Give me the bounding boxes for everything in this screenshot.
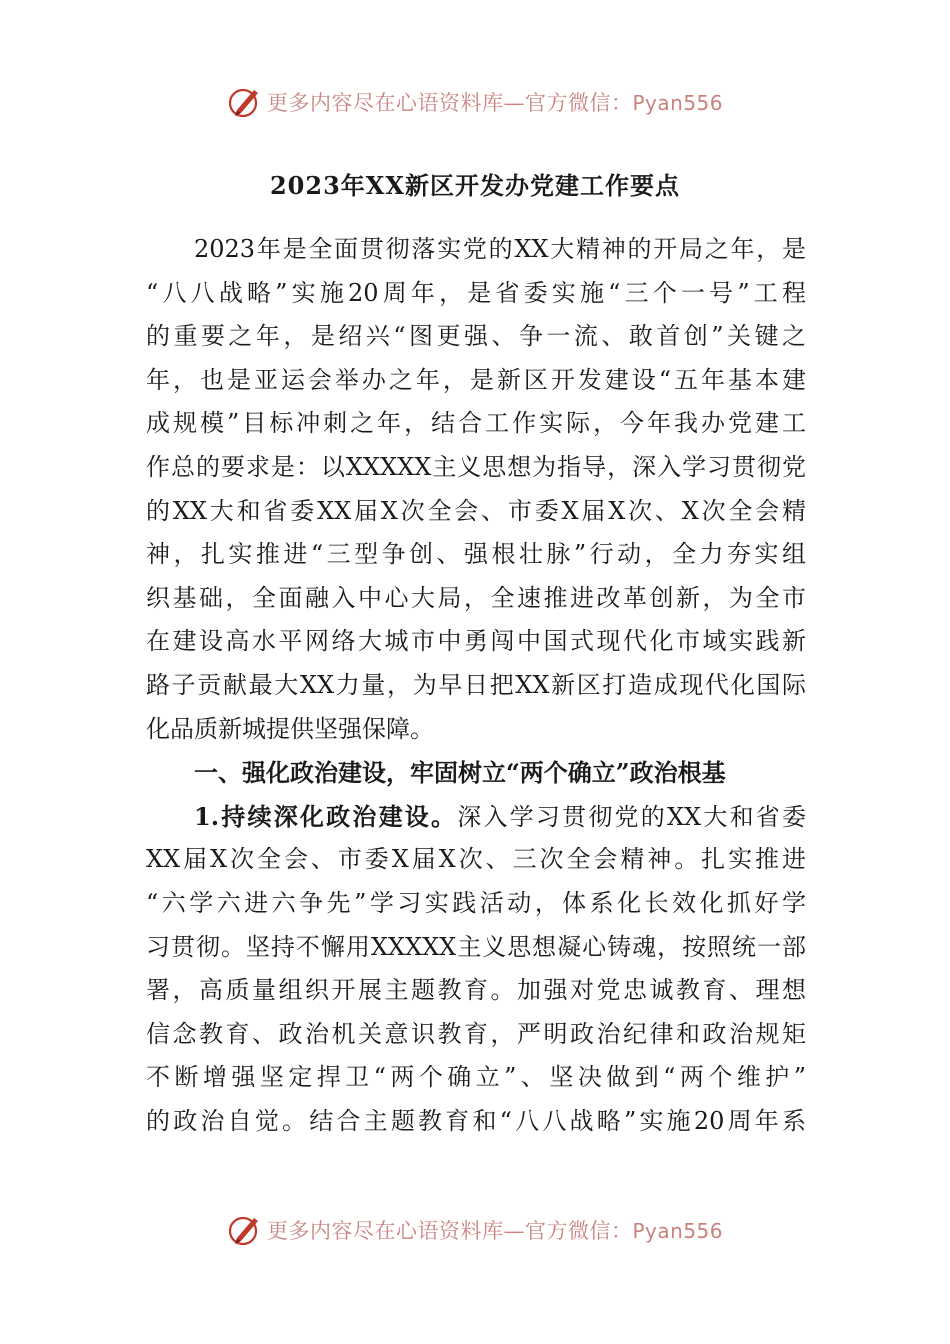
item-text: 深入学习贯彻党的XX大和省委 [457,802,806,831]
wechat-id: Pyan556 [632,91,723,115]
section-heading: 一、强化政治建设，牢固树立“两个确立”政治根基 [194,758,726,788]
text-line: 信念教育、政治机关意识教育，严明政治纪律和政治规矩 [146,1019,806,1048]
text-line: 习贯彻。坚持不懈用XXXXX主义思想凝心铸魂，按照统一部 [146,932,806,961]
text-line: 的重要之年，是绍兴“图更强、争一流、敢首创”关键之 [146,322,806,351]
text-line: 署，高质量组织开展主题教育。加强对党忠诚教育、理想 [146,976,806,1005]
text-line: 在建设高水平网络大城市中勇闯中国式现代化市域实践新 [146,627,806,656]
item-title: 1.持续深化政治建设。 [194,801,458,831]
banner-text: 更多内容尽在心语资料库—官方微信：Pyan556 [266,91,723,115]
footer-watermark-banner [0,1210,950,1250]
text-line: 化品质新城提供坚强保障。 [146,714,434,743]
text-line: 的XX大和省委XX届X次全会、市委X届X次、X次全会精 [146,496,806,525]
header-watermark-banner [0,82,950,122]
item-first-line [146,795,806,839]
text-line: 路子贡献最大XX力量，为早日把XX新区打造成现代化国际 [146,670,806,699]
text-line: XX届X次全会、市委X届X次、三次全会精神。扎实推进 [146,845,806,874]
text-line: “八八战略”实施20周年，是省委实施“三个一号”工程 [146,278,806,307]
text-line: 成规模”目标冲刺之年，结合工作实际，今年我办党建工 [146,409,806,438]
text-line: “六学六进六争先”学习实践活动，体系化长效化抓好学 [146,888,806,917]
banner-text: 更多内容尽在心语资料库—官方微信：Pyan556 [266,1219,723,1243]
text-line: 织基础，全面融入中心大局，全速推进改革创新，为全市 [146,583,806,612]
pen-logo-icon [227,84,263,120]
wechat-id: Pyan556 [632,1219,723,1243]
document-body [146,228,806,1143]
text-line: 的政治自觉。结合主题教育和“八八战略”实施20周年系 [146,1106,806,1135]
text-line: 2023年是全面贯彻落实党的XX大精神的开局之年，是 [194,235,806,263]
text-line: 神，扎实推进“三型争创、强根壮脉”行动，全力夯实组 [146,540,806,569]
text-line: 不断增强坚定捍卫“两个确立”、坚决做到“两个维护” [146,1063,806,1092]
document-title: 2023年XX新区开发办党建工作要点 [269,171,681,200]
text-line: 作总的要求是：以XXXXX主义思想为指导，深入学习贯彻党 [146,452,806,481]
text-line: 年，也是亚运会举办之年，是新区开发建设“五年基本建 [146,365,806,394]
pen-logo-icon [227,1212,263,1248]
